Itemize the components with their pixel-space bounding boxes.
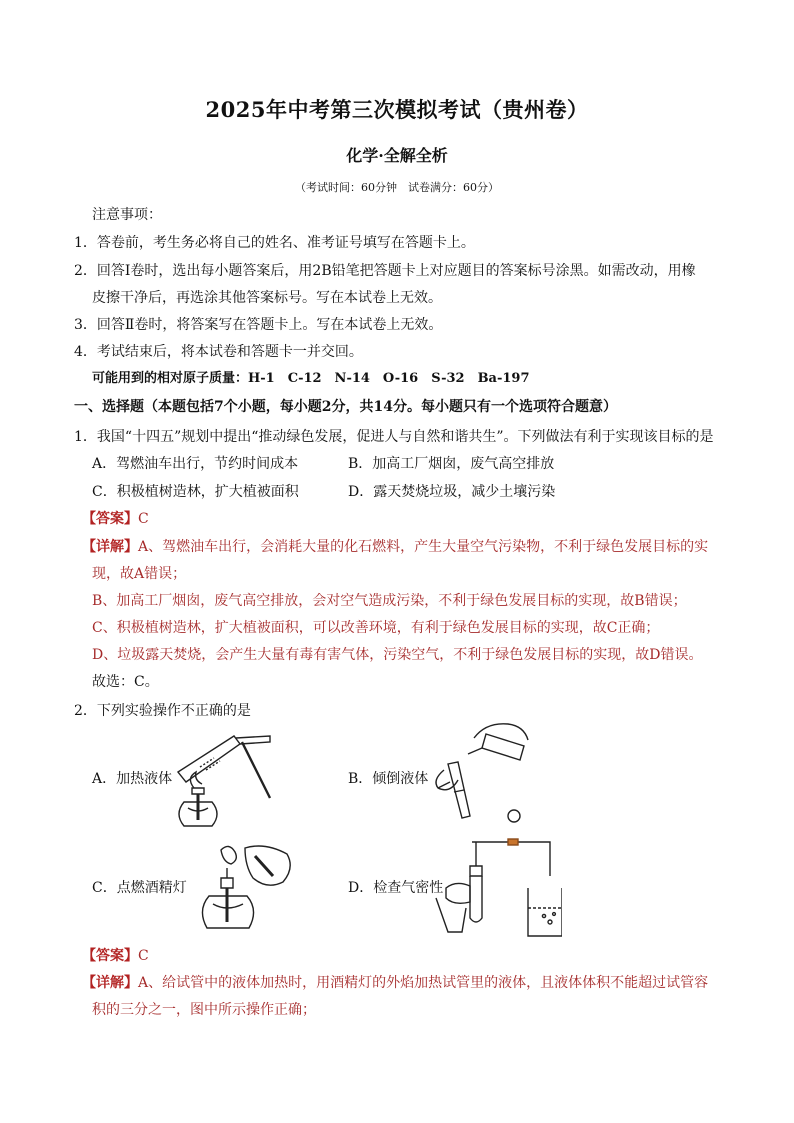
airtightness-check-figure [432,836,562,940]
q2-option-b: B．倾倒液体 [348,771,429,787]
note-item-2-continued: 皮擦干净后，再选涂其他答案标号。写在本试卷上无效。 [92,290,442,306]
answer-value: C [138,948,149,964]
note-item-2: 2．回答Ⅰ卷时，选出每小题答案后，用2B铅笔把答题卡上对应题目的答案标号涂黑。如需改动，用橡 [74,263,696,279]
q2-stem: 2．下列实验操作不正确的是 [74,703,251,719]
note-item-1: 1．答卷前，考生务必将自己的姓名、准考证号填写在答题卡上。 [74,235,475,251]
q1-explain-line-3: B、加高工厂烟囱，废气高空排放，会对空气造成污染，不利于绿色发展目标的实现，故B错误； [92,593,687,609]
page-title: 2025年中考第三次模拟考试（贵州卷） [205,97,589,122]
note-item-3: 3．回答Ⅱ卷时，将答案写在答题卡上。写在本试卷上无效。 [74,317,443,333]
q2-answer [82,946,149,966]
explain-tag: 【详解】 [82,539,138,555]
lighting-alcohol-lamp-figure [195,838,305,938]
answer-value: C [138,511,149,527]
answer-tag: 【答案】 [82,511,138,527]
q2-option-a: A．加热液体 [92,771,173,787]
q2-option-d: D．检查气密性 [348,880,444,896]
note-item-4: 4．考试结束后，将本试卷和答题卡一并交回。 [74,344,363,360]
section-heading: 一、选择题（本题包括7个小题，每小题2分，共14分。每小题只有一个选项符合题意） [74,399,617,415]
explain-tag: 【详解】 [82,975,138,991]
q1-explain-line-1: 【详解】A、驾燃油车出行，会消耗大量的化石燃料，产生大量空气污染物，不利于绿色发展目标的实 [82,539,709,555]
q2-explain-line-2: 积的三分之一，图中所示操作正确； [92,1002,316,1018]
answer-tag: 【答案】 [82,948,138,964]
pouring-liquid-figure [428,716,534,828]
q1-explain-line-5: D、垃圾露天焚烧，会产生大量有毒有害气体，污染空气，不利于绿色发展目标的实现，故D错误。 [92,647,703,663]
q1-stem: 1．我国“十四五”规划中提出“推动绿色发展，促进人与自然和谐共生”。下列做法有利于实现该目标的是 [74,429,714,445]
q1-answer [82,509,149,529]
q2-option-c: C．点燃酒精灯 [92,880,187,896]
q1-explain-line-6: 故选：C。 [92,674,159,690]
exam-info: （考试时间：60分钟 试卷满分：60分） [295,181,499,194]
notes-heading: 注意事项： [92,207,162,223]
q1-option-d: D．露天焚烧垃圾，减少土壤污染 [348,484,556,500]
page-subtitle: 化学·全解全析 [346,146,448,165]
heating-liquid-figure [170,728,280,832]
q2-explain-line-1: 【详解】A、给试管中的液体加热时，用酒精灯的外焰加热试管里的液体，且液体体积不能超过试管容 [82,975,709,991]
q1-explain-line-4: C、积极植树造林，扩大植被面积，可以改善环境，有利于绿色发展目标的实现，故C正确； [92,620,660,636]
q1-option-a: A．驾燃油车出行，节约时间成本 [92,456,299,472]
atomic-masses: 可能用到的相对原子质量：H-1 C-12 N-14 O-16 S-32 Ba-197 [92,371,530,386]
q1-option-c: C．积极植树造林，扩大植被面积 [92,484,299,500]
q1-explain-line-2: 现，故A错误； [92,566,187,582]
q1-option-b: B．加高工厂烟囱，废气高空排放 [348,456,555,472]
